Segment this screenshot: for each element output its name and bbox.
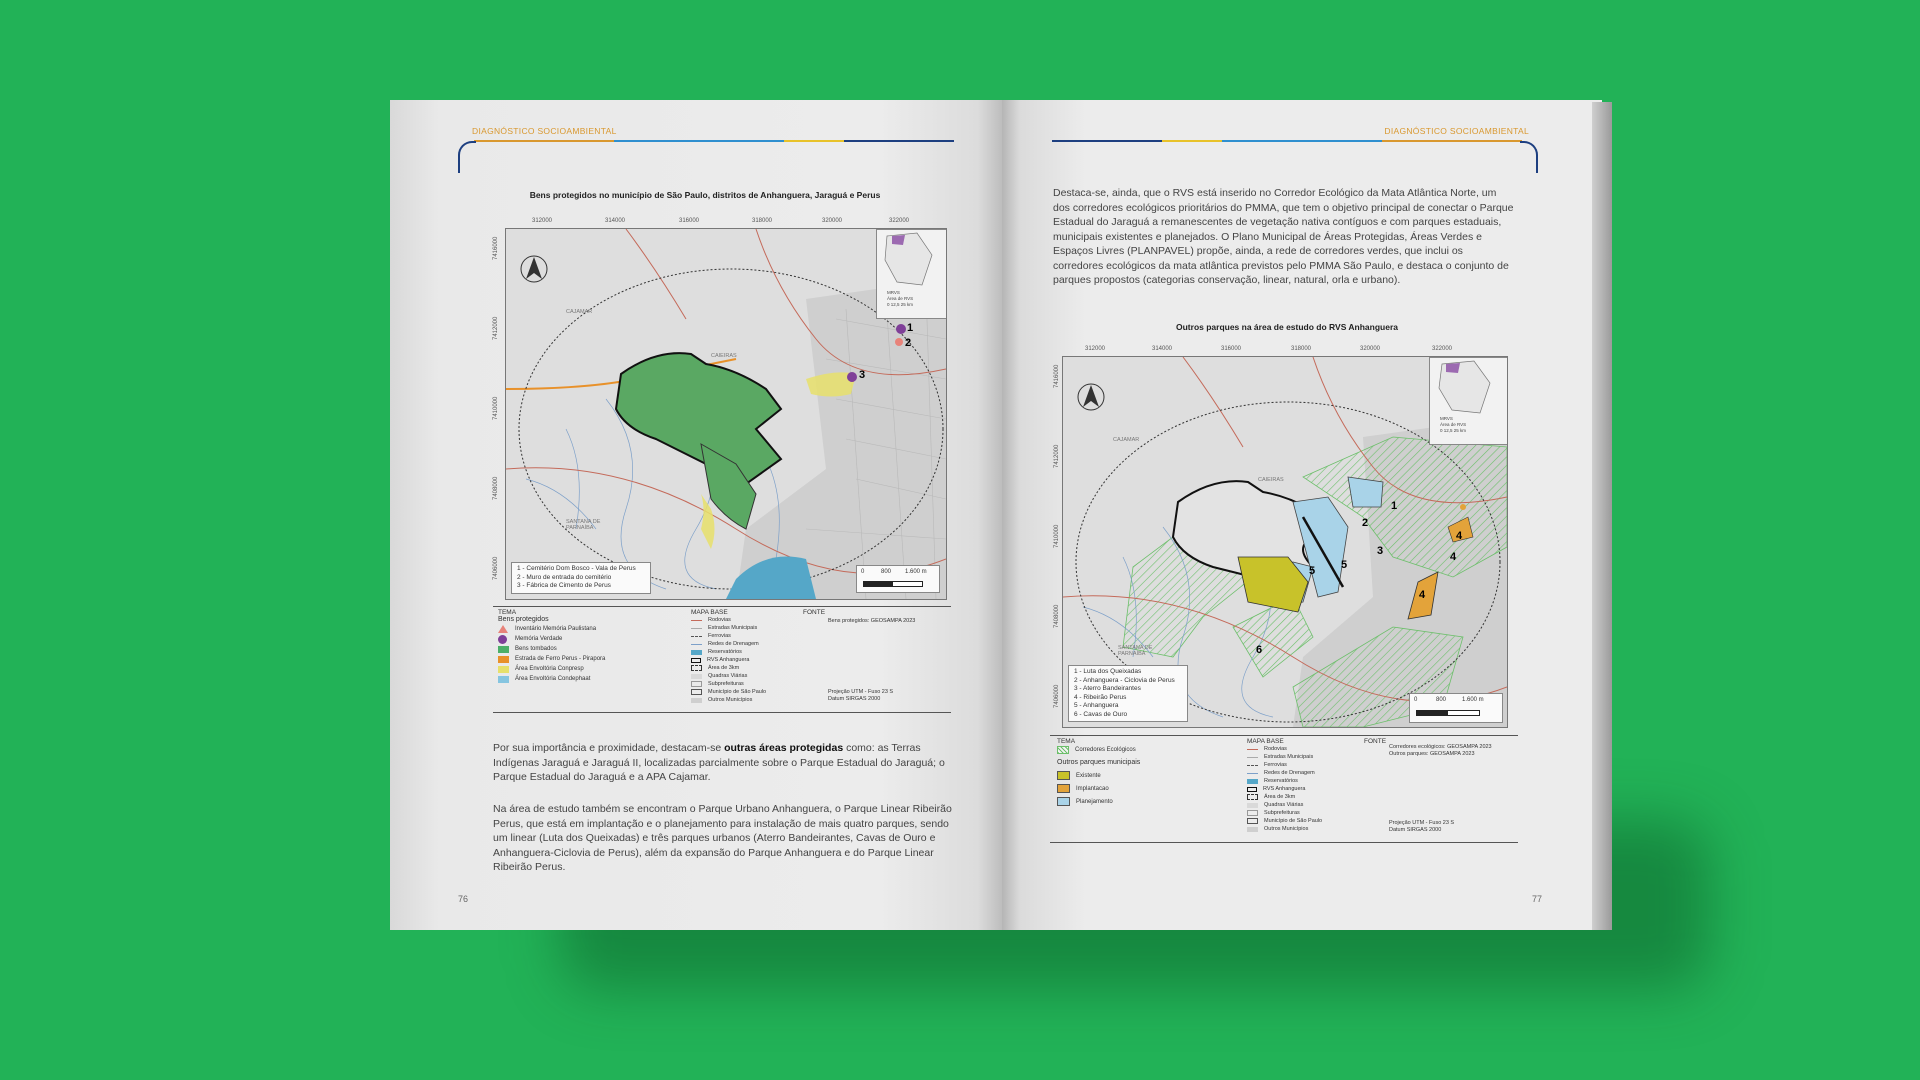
legend-item: Subprefeituras [1264,810,1300,816]
legend-rule-top [1050,735,1518,736]
x-tick: 316000 [679,218,700,224]
place-label: CAJAMAR [566,309,593,315]
marker-label: 5 [1341,559,1348,571]
legend-header: MAPA BASE [1247,738,1284,745]
map-title: Bens protegidos no município de São Paulo, distritos de Anhanguera, Jaraguá e Perus [529,190,881,200]
projection-text: Projeção UTM - Fuso 23 S [828,689,894,695]
legend-header: TEMA [1057,738,1076,745]
body-paragraph: Destaca-se, ainda, que o RVS está inserido no Corredor Ecológico da Mata Atlântica Norte, um dos corredores ecológicos prioritários do PMMA, que tem o objetivo principal de conectar o Parque Estadual do Jaraguá a remanescentes de vegetação nativa contíguos e com parques estaduais, municipais existentes e planejados. O Plano Municipal de Áreas Protegidas, Áreas Verdes e Espaços Livres (PLANPAVEL) propõe, ainda, a rede de corredores verdes, que inclui os corredores ecológicos da mata atlântica previstos pelo PMMA São Paulo, e destaca o conjunto de parques propostos (categorias conservação, linear, natural, orla e urbano). [1053,187,1514,286]
projection-text: Projeção UTM - Fuso 23 S [1389,820,1455,826]
header-rule-navy [1052,140,1162,142]
scale-label: 1.600 m [905,569,927,575]
legend-title: Bens protegidos [498,616,549,623]
map-legend-box [1068,665,1188,722]
swatch [1057,746,1069,754]
scale-label: 0 [1414,697,1418,703]
map-legend-item: 6 - Cavas de Ouro [1074,710,1128,718]
header-rule-navy [844,140,954,142]
legend-item: Corredores Ecológicos [1075,747,1136,753]
y-tick: 7416000 [1054,364,1060,388]
map-legend-item: 4 - Ribeirão Perus [1074,693,1127,701]
swatch [498,676,509,683]
inset-label: 0 12,5 25 km [1440,428,1467,433]
x-tick: 320000 [1360,346,1381,352]
x-tick: 314000 [605,218,626,224]
legend-item: Estradas Municipais [708,625,758,631]
paragraph-text: Por sua importância e proximidade, destacam-se [493,742,725,754]
legend-item: Existente [1076,772,1101,779]
inset-label: Área de RVS [1440,422,1467,427]
body-paragraph: Na área de estudo também se encontram o Parque Urbano Anhanguera, o Parque Linear Ribeirão Perus, que está em implantação e o planejamento para instalação de mais quatro parques, sendo um linear (Luta dos Queixadas) e três parques urbanos (Aterro Bandeirantes, Cavas de Ouro e Anhanguera-Ciclovia de Perus), além da expansão do Parque Anhanguera e do Parque Linear Ribeirão Perus. [493,803,952,873]
scale-label: 0 [861,569,865,575]
marker-label: 1 [907,322,914,334]
inset-label: MRVS [1440,416,1453,421]
legend-item: Outros Municípios [708,697,753,703]
legend-item: Rodovias [1264,746,1287,752]
legend-item: Reservatórios [708,649,742,655]
page-number: 76 [458,894,469,904]
y-tick: 7408000 [1054,604,1060,628]
x-tick: 320000 [822,218,843,224]
y-tick: 7410000 [1054,524,1060,548]
legend-item: Memória Verdade [515,636,563,642]
place-label: SANTANA DE PARNAÍBA [1118,645,1153,657]
place-label: CAIEIRAS [1258,477,1284,483]
other-parks-map[interactable] [1062,356,1508,728]
swatch [498,666,509,673]
legend-header: FONTE [803,609,826,616]
legend-item: Área Envoltória Condephaat [515,676,591,682]
header-rule-blue [614,140,784,142]
legend-rule-top [493,606,951,607]
inset-label: 0 12,5 25 km [887,302,914,307]
right-page [1002,100,1602,930]
marker-label: 2 [1362,517,1369,529]
legend-item: Ferrovias [708,633,731,639]
swatch [1057,784,1070,793]
legend-item: Município de São Paulo [1264,818,1323,824]
marker-label: 4 [1456,530,1463,542]
y-tick: 7406000 [493,556,499,580]
x-ticks [1002,346,1602,354]
legend-item: Implantacao [1076,785,1109,792]
running-head: DIAGNÓSTICO SOCIOAMBIENTAL [1384,126,1529,136]
locator-inset-shape [877,230,947,290]
map-legend-item: 2 - Muro de entrada do cemitério [517,573,612,581]
projection-text: Datum SIRGAS 2000 [1389,827,1442,833]
paragraph-text: como: as Terras Indígenas Jaraguá e Jaraguá II, localizadas parcialmente sobre o Parque Estadual do Jaraguá; o Parque Estadual do Jaraguá e a APA Cajamar. [493,742,945,783]
marker-label: 1 [1391,500,1398,512]
map-legend-item: 3 - Aterro Bandeirantes [1074,685,1141,692]
map-legend [1052,738,1518,838]
legend-item: Inventário Memória Paulistana [515,626,597,632]
legend-item: Quadras Viárias [1264,802,1304,808]
legend-item: Bens tombados [515,646,557,652]
legend-rule-bottom [1050,842,1518,843]
marker-label: 3 [1377,545,1384,557]
y-tick: 7412000 [1054,444,1060,468]
header-rule-blue [1222,140,1382,142]
map-legend-item: 3 - Fábrica de Cimento de Perus [517,582,611,589]
legend-item: Quadras Viárias [708,673,748,679]
legend-item: Município de São Paulo [708,689,767,695]
marker-label: 4 [1450,551,1457,563]
legend-item: Redes de Drenagem [708,641,759,647]
map-legend-item: 2 - Anhanguera - Ciclovia de Perus [1074,676,1175,684]
source-text: Corredores ecológicos: GEOSAMPA 2023 [1389,744,1492,750]
paragraph-bold: outras áreas protegidas [724,742,844,754]
legend-item: Área de 3km [1264,794,1296,800]
body-paragraph [493,741,953,785]
marker-label: 6 [1256,644,1263,656]
legend-item: Área de 3km [708,665,740,671]
legend-item: RVS Anhanguera [1263,786,1306,792]
x-tick: 312000 [532,218,553,224]
scale-bar [856,565,940,593]
x-tick: 322000 [889,218,910,224]
header-rule-yellow [784,140,844,142]
map-legend-box [511,562,651,594]
x-tick: 318000 [1291,346,1312,352]
legend-item: Rodovias [708,617,731,623]
x-tick: 318000 [752,218,773,224]
legend-item: Estradas Municipais [1264,754,1314,760]
legend-item: Área Envoltória Conpresp [515,666,584,672]
locator-inset [1429,357,1508,445]
y-tick: 7410000 [493,396,499,420]
place-label: CAIEIRAS [711,353,737,359]
circle-icon [498,635,507,644]
legend-title: Outros parques municipais [1057,759,1141,766]
running-head: DIAGNÓSTICO SOCIOAMBIENTAL [472,126,617,136]
marker-label: 5 [1309,565,1316,577]
inset-label: MRVS [887,290,900,295]
protected-assets-map[interactable] [505,228,947,600]
map-legend-item: 5 - Anhanguera [1074,702,1119,709]
legend-item: RVS Anhanguera [707,657,750,663]
swatch [498,656,509,663]
scale-label: 1.600 m [1462,697,1484,703]
y-ticks [493,230,503,610]
book-page-edges [1592,102,1612,930]
legend-header: TEMA [498,609,517,616]
header-rule-orange [474,140,614,142]
source-text: Outros parques: GEOSAMPA 2023 [1389,751,1475,757]
map-legend-item: 1 - Luta dos Queixadas [1074,668,1142,675]
header-rule-orange [1382,140,1522,142]
legend-item: Outros Municípios [1264,826,1309,832]
y-tick: 7406000 [1054,684,1060,708]
header-hook [458,141,476,173]
legend-item: Reservatórios [1264,778,1298,784]
y-tick: 7416000 [493,236,499,260]
legend-header: FONTE [1364,738,1387,745]
header-hook [1520,141,1538,173]
scale-label: 800 [1436,697,1447,703]
marker-label: 3 [859,369,866,381]
place-label: CAJAMAR [1113,437,1140,443]
scale-bar [1409,693,1503,723]
swatch [498,646,509,653]
left-page [390,100,1002,930]
x-ticks [390,218,990,226]
x-tick: 322000 [1432,346,1453,352]
projection-text: Datum SIRGAS 2000 [828,696,881,702]
locator-inset [876,229,947,319]
marker-label: 2 [905,337,912,349]
locator-inset-shape [1430,358,1508,418]
map-legend-item: 1 - Cemitério Dom Bosco - Vala de Perus [517,565,636,572]
scale-label: 800 [881,569,892,575]
x-tick: 314000 [1152,346,1173,352]
legend-item: Ferrovias [1264,762,1287,768]
legend-item: Redes de Drenagem [1264,770,1315,776]
legend-item: Planejamento [1076,798,1113,805]
y-tick: 7412000 [493,316,499,340]
swatch [1057,797,1070,806]
place-label: SANTANA DE PARNAÍBA [566,519,601,531]
inset-label: Área de RVS [887,296,914,301]
x-tick: 312000 [1085,346,1106,352]
source-text: Bens protegidos: GEOSAMPA 2023 [828,618,916,624]
marker-label: 4 [1419,589,1426,601]
legend-item: Estrada de Ferro Perus - Pirapora [515,656,606,662]
swatch [1057,771,1070,780]
x-tick: 316000 [1221,346,1242,352]
triangle-icon [498,625,508,633]
legend-header: MAPA BASE [691,609,728,616]
map-legend [493,609,951,709]
map-title: Outros parques na área de estudo do RVS Anhanguera [1176,322,1398,332]
page-number: 77 [1531,894,1542,904]
y-tick: 7408000 [493,476,499,500]
legend-rule-bottom [493,712,951,713]
header-rule-yellow [1162,140,1222,142]
legend-item: Subprefeituras [708,681,744,687]
